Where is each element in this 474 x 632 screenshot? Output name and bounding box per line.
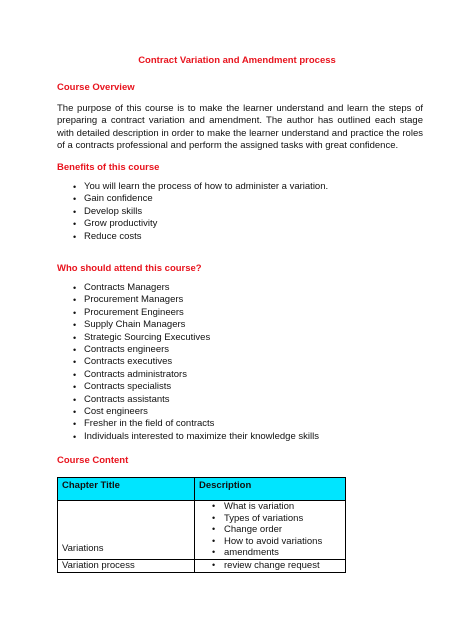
bullet-icon: •	[212, 501, 216, 511]
bullet-icon: •	[73, 382, 77, 393]
list-item: • What is variation	[212, 501, 295, 512]
list-item: • Gain confidence	[73, 193, 153, 205]
bullet-icon: •	[212, 559, 216, 570]
bullet-icon: •	[73, 283, 77, 293]
list-item: • Change order	[212, 524, 283, 536]
list-item: • Individuals interested to maximize their knowledge skills	[73, 430, 319, 442]
benefits-list	[57, 181, 328, 243]
list-item: • Fresher in the field of contracts	[73, 418, 215, 430]
bullet-icon: •	[73, 394, 77, 405]
bullet-icon: •	[73, 357, 77, 368]
column-header-description: Description	[195, 478, 346, 501]
list-item: • Contracts Managers	[73, 282, 170, 293]
bullet-icon: •	[212, 535, 216, 546]
bullet-icon: •	[212, 512, 216, 523]
document-title: Contract Variation and Amendment process	[138, 55, 336, 66]
list-item: • Cost engineers	[73, 405, 148, 417]
list-item: • Procurement Engineers	[73, 306, 184, 318]
bullet-icon: •	[73, 194, 77, 205]
list-item: • Procurement Managers	[73, 294, 184, 306]
description-cell	[195, 559, 346, 572]
list-item: • Contracts assistants	[73, 393, 170, 405]
list-item: • Supply Chain Managers	[73, 319, 186, 331]
list-item: • You will learn the process of how to administer a variation.	[73, 181, 329, 192]
list-item: • How to avoid variations	[212, 535, 323, 547]
list-item: • Contracts executives	[73, 356, 173, 368]
list-item: • Contracts specialists	[73, 381, 172, 393]
column-header-chapter-title: Chapter Title	[58, 478, 195, 501]
course-content-table	[57, 477, 346, 573]
bullet-icon: •	[73, 419, 77, 430]
course-overview-heading: Course Overview	[57, 82, 135, 93]
bullet-icon: •	[73, 295, 77, 306]
list-item: • Types of variations	[212, 512, 304, 524]
chapter-title-cell: Variations	[58, 501, 195, 560]
description-list	[199, 501, 341, 559]
bullet-icon: •	[73, 320, 77, 331]
chapter-title-cell: Variation process	[58, 559, 195, 572]
bullet-icon: •	[73, 307, 77, 318]
list-item: • amendments	[212, 547, 279, 559]
bullet-icon: •	[212, 547, 216, 558]
table-row	[58, 501, 346, 560]
bullet-icon: •	[73, 231, 77, 242]
attendees-heading: Who should attend this course?	[57, 263, 202, 274]
course-overview-paragraph: The purpose of this course is to make the learner understand and learn the steps of preparing a contract variation and amendment. The author has outlined each stage with detailed description in order to make the learner understand and practice the roles of a contracts professional and perform the assigned tasks with great confidence.	[57, 103, 423, 152]
bullet-icon: •	[73, 431, 77, 442]
bullet-icon: •	[73, 206, 77, 217]
list-item: • Contracts administrators	[73, 368, 187, 380]
bullet-icon: •	[73, 369, 77, 380]
list-item: • review change request	[212, 559, 320, 571]
list-item: • Grow productivity	[73, 218, 158, 230]
list-item: • Contracts engineers	[73, 343, 170, 355]
bullet-icon: •	[73, 406, 77, 417]
attendees-list	[57, 282, 319, 443]
list-item: • Strategic Sourcing Executives	[73, 331, 211, 343]
bullet-icon: •	[212, 524, 216, 535]
benefits-heading: Benefits of this course	[57, 162, 160, 173]
description-list	[199, 560, 341, 572]
list-item: • Reduce costs	[73, 230, 142, 242]
table-header-row	[58, 478, 346, 501]
description-cell	[195, 501, 346, 560]
course-content-heading: Course Content	[57, 455, 129, 466]
table-row	[58, 559, 346, 572]
bullet-icon: •	[73, 344, 77, 355]
bullet-icon: •	[73, 332, 77, 343]
bullet-icon: •	[73, 182, 77, 192]
list-item: • Develop skills	[73, 205, 143, 217]
bullet-icon: •	[73, 219, 77, 230]
